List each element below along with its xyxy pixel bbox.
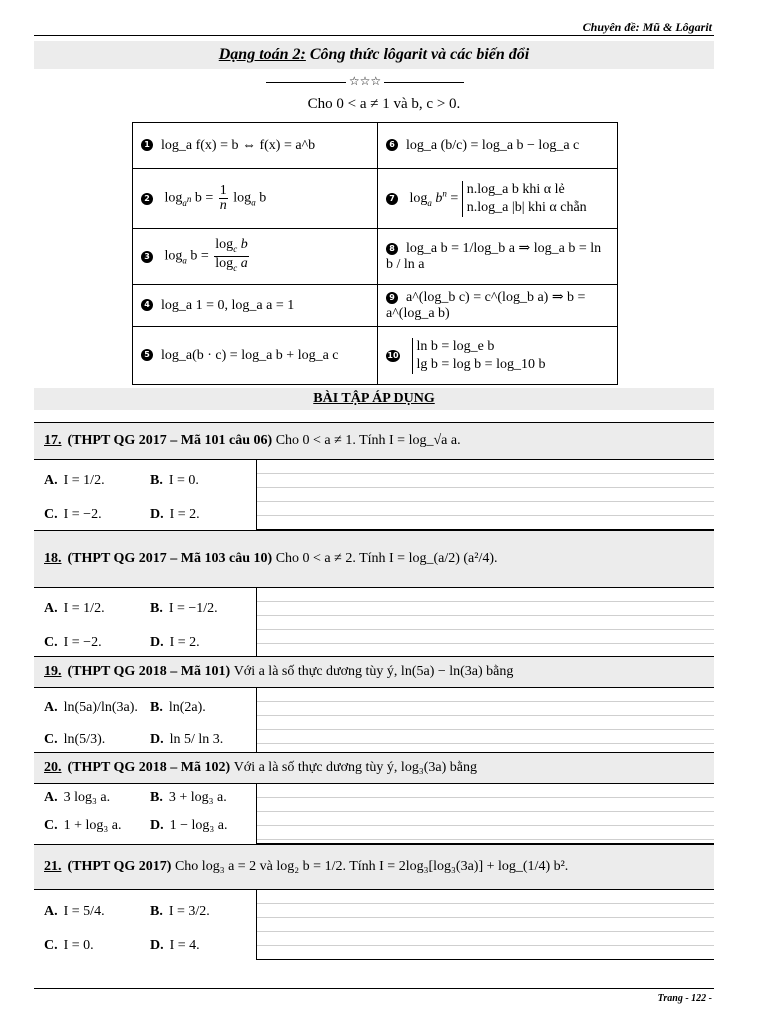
formula-8: 8 log_a b = 1/log_b a ⇒ log_a b = ln b / ln a (378, 229, 618, 285)
header-divider (34, 35, 714, 36)
formula-5: 5 log_a(b · c) = log_a b + log_a c (133, 327, 378, 385)
formula-2: 2 $\log_{a^n} b$ = $\frac{1}{n}$ $\log_a b$ (133, 169, 378, 229)
answer-a[interactable]: A. 3 log₃ a. (44, 790, 111, 805)
answer-c[interactable]: C. I = −2. (44, 635, 102, 650)
work-area[interactable] (256, 890, 714, 960)
formula-3: 3 $\log_a b$ = $\frac{\log_c b}{\log_c a}$ (133, 229, 378, 285)
answer-c[interactable]: C. I = 0. (44, 938, 94, 953)
answer-choices (34, 460, 256, 530)
answer-c[interactable]: C. ln(5/3). (44, 732, 106, 747)
formula-10: 10 ln b = log_e b lg b = log b = log_10 b (378, 327, 618, 385)
page-number: Trang - 122 - (657, 993, 712, 1004)
given-condition: Cho 0 < a ≠ 1 và b, c > 0. (307, 96, 461, 112)
answer-b[interactable]: B. I = 3/2. (150, 904, 210, 919)
answer-d[interactable]: D. 1 − log₃ a. (150, 818, 228, 833)
answer-d[interactable]: D. I = 4. (150, 938, 200, 953)
answer-a[interactable]: A. I = 5/4. (44, 904, 105, 919)
footer-divider (34, 988, 714, 989)
formula-9: 9 a^(log_b c) = c^(log_b a) ⇒ b = a^(log_a b) (378, 285, 618, 327)
answer-d[interactable]: D. ln 5/ ln 3. (150, 732, 224, 747)
section-title: BÀI TẬP ÁP DỤNG (34, 388, 714, 410)
problem-21 (34, 844, 714, 960)
problem-20 (34, 752, 714, 844)
problem-19 (34, 656, 714, 754)
formula-1: 1 log_a f(x) = b ⇔ f(x) = a^b (133, 123, 378, 169)
formula-7: 7 $\log_a b^n$ = n.log_a b khi α lẻ n.log_a |b| khi α chẵn (378, 169, 618, 229)
formula-4: 4 log_a 1 = 0, log_a a = 1 (133, 285, 378, 327)
title-prefix: Dạng toán 2: (218, 46, 306, 63)
answer-choices (34, 588, 256, 658)
problem-question: 17. (THPT QG 2017 – Mã 101 câu 06) Cho 0 < a ≠ 1. Tính I = log_√a a. (34, 422, 714, 459)
title-text: Công thức lôgarit và các biến đổi (309, 46, 530, 63)
answer-a[interactable]: A. I = 1/2. (44, 601, 105, 616)
answer-d[interactable]: D. I = 2. (150, 507, 200, 522)
stars-divider (250, 74, 480, 89)
problem-question: 20. (THPT QG 2018 – Mã 102) Với a là số thực dương tùy ý, log₃(3a) bằng (34, 752, 714, 783)
answer-d[interactable]: D. I = 2. (150, 635, 200, 650)
work-area[interactable] (256, 460, 714, 530)
problem-17 (34, 422, 714, 530)
divider-line-right (384, 82, 464, 83)
problem-question: 21. (THPT QG 2017) Cho log₃ a = 2 và log₂ b = 1/2. Tính I = 2log₃[log₃(3a)] + log_(1/4) b². (34, 844, 714, 889)
answer-choices (34, 688, 256, 754)
answer-c[interactable]: C. I = −2. (44, 507, 102, 522)
problem-question: 19. (THPT QG 2018 – Mã 101) Với a là số thực dương tùy ý, ln(5a) − ln(3a) bằng (34, 656, 714, 687)
divider-line-left (266, 82, 346, 83)
stars-ornament: ☆☆☆ (348, 74, 382, 88)
work-area[interactable] (256, 784, 714, 844)
title-bar (34, 41, 714, 69)
answer-b[interactable]: B. I = 0. (150, 473, 199, 488)
work-area[interactable] (256, 588, 714, 658)
answer-b[interactable]: B. I = −1/2. (150, 601, 218, 616)
formula-table (132, 122, 618, 385)
answer-a[interactable]: A. ln(5a)/ln(3a). (44, 700, 138, 715)
answer-choices (34, 784, 256, 844)
answer-c[interactable]: C. 1 + log₃ a. (44, 818, 122, 833)
answer-b[interactable]: B. ln(2a). (150, 700, 206, 715)
formula-6: 6 log_a (b/c) = log_a b − log_a c (378, 123, 618, 169)
work-area[interactable] (256, 688, 714, 754)
problem-18 (34, 530, 714, 658)
header-topic: Chuyên đề: Mũ & Lôgarit (582, 20, 712, 34)
answer-b[interactable]: B. 3 + log₃ a. (150, 790, 227, 805)
answer-a[interactable]: A. I = 1/2. (44, 473, 105, 488)
answer-choices (34, 890, 256, 960)
problem-question: 18. (THPT QG 2017 – Mã 103 câu 10) Cho 0 < a ≠ 2. Tính I = log_(a/2) (a²/4). (34, 530, 714, 587)
